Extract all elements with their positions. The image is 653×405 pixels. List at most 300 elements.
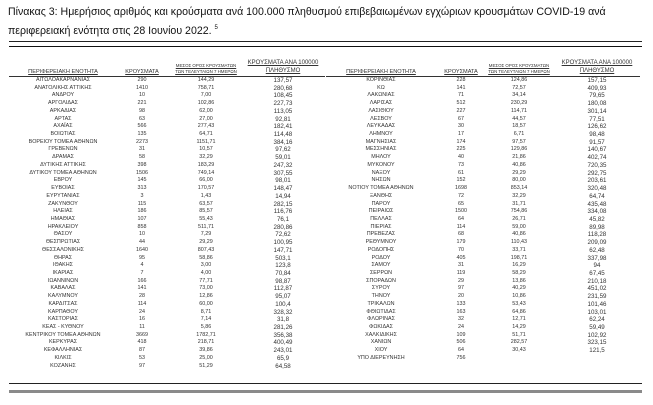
per100k-cell: 140,67	[587, 146, 607, 154]
table-row	[9, 170, 325, 178]
table-row	[9, 162, 325, 170]
region-cell: ΑΡΤΑΣ	[54, 115, 72, 122]
region-cell: ΦΩΚΙΔΑΣ	[369, 324, 393, 330]
region-cell: ΔΥΤΙΚΟΥ ΤΟΜΕΑ ΑΘΗΝΩΝ	[29, 169, 97, 176]
cases-cell: 64	[458, 347, 464, 354]
table-row	[9, 262, 325, 270]
region-cell: ΘΕΣΠΡΩΤΙΑΣ	[45, 239, 81, 246]
per100k-cell: 247,32	[273, 161, 293, 169]
avg7-cell: 114,71	[510, 107, 528, 114]
per100k-cell: 720,35	[587, 161, 607, 169]
cases-cell: 512	[456, 100, 466, 107]
table-row	[326, 332, 640, 340]
region-cell: ΚΟΡΙΝΘΙΑΣ	[366, 77, 396, 83]
region-cell: ΠΕΙΡΑΙΩΣ	[368, 208, 394, 215]
per100k-cell: 384,16	[273, 138, 293, 146]
per100k-cell: 65,9	[276, 354, 290, 362]
table-row	[326, 324, 640, 332]
table-row	[326, 162, 640, 170]
region-cell: ΚΟΖΑΝΗΣ	[50, 362, 76, 369]
table-row	[326, 255, 640, 263]
region-cell: ΠΕΛΛΑΣ	[370, 215, 392, 222]
region-cell: ΡΟΔΟΠΗΣ	[367, 246, 395, 253]
table-row	[9, 278, 325, 286]
avg7-cell: 230,29	[510, 100, 528, 107]
cases-cell: 3669	[136, 331, 148, 338]
avg7-cell: 807,43	[197, 246, 215, 253]
per100k-cell: 67,45	[589, 269, 605, 277]
cases-cell: 141	[456, 84, 466, 91]
cases-cell: 98	[139, 107, 145, 114]
region-cell: ΒΟΙΩΤΙΑΣ	[50, 131, 76, 138]
table-row	[326, 154, 640, 162]
region-cell: ΣΕΡΡΩΝ	[369, 269, 393, 276]
region-cell: ΛΑΚΩΝΙΑΣ	[367, 92, 395, 99]
table-row	[9, 270, 325, 278]
table-row	[326, 262, 640, 270]
cases-cell: 145	[137, 177, 147, 184]
table-row	[9, 193, 325, 201]
per100k-cell: 100,4	[275, 300, 291, 308]
cases-cell: 58	[139, 154, 145, 161]
avg7-cell: 7,00	[200, 92, 212, 99]
avg7-cell: 110,43	[510, 239, 528, 246]
region-cell: ΘΕΣΣΑΛΟΝΙΚΗΣ	[42, 246, 84, 253]
bottom-rule	[9, 383, 642, 384]
avg7-cell: 16,29	[512, 262, 526, 269]
header-avg7	[171, 63, 241, 75]
cases-cell: 756	[456, 354, 466, 361]
avg7-cell: 14,29	[512, 324, 526, 330]
per100k-cell: 137,57	[273, 77, 293, 84]
region-cell: ΚΑΒΑΛΑΣ	[50, 285, 76, 292]
avg7-cell: 31,71	[512, 200, 526, 207]
avg7-cell: 64,86	[512, 308, 526, 315]
avg7-cell: 129,86	[510, 146, 528, 153]
per100k-cell: 356,38	[273, 331, 293, 339]
per100k-cell: 282,15	[273, 200, 293, 208]
table-row	[9, 309, 325, 317]
cases-cell: 63	[139, 115, 145, 122]
cases-cell: 72	[458, 192, 464, 199]
per100k-cell: 64,58	[275, 362, 291, 370]
region-cell: ΘΑΣΟΥ	[53, 231, 73, 238]
avg7-cell: 29,29	[512, 169, 526, 176]
region-cell: ΣΑΜΟΥ	[371, 262, 391, 269]
per100k-cell: 98,01	[275, 177, 291, 185]
cases-cell: 227	[456, 107, 466, 114]
per100k-cell: 400,49	[273, 339, 293, 347]
table-row	[9, 154, 325, 162]
avg7-cell: 754,86	[510, 208, 528, 215]
region-cell: ΑΝΔΡΟΥ	[51, 92, 75, 99]
region-cell: ΖΑΚΥΝΘΟΥ	[48, 200, 78, 207]
per100k-cell: 59,01	[275, 154, 291, 162]
cases-cell: 398	[137, 161, 147, 168]
per100k-cell: 112,87	[273, 285, 293, 293]
per100k-cell: 103,01	[587, 308, 607, 316]
per100k-cell: 147,71	[273, 246, 293, 254]
region-cell: ΘΗΡΑΣ	[53, 254, 73, 261]
avg7-cell: 60,00	[199, 300, 213, 307]
cases-cell: 228	[456, 77, 466, 83]
region-cell: ΠΙΕΡΙΑΣ	[370, 223, 392, 230]
per100k-cell: 334,08	[587, 208, 607, 216]
cases-cell: 221	[137, 100, 147, 107]
avg7-cell: 51,71	[512, 331, 526, 338]
region-cell: ΝΗΣΩΝ	[371, 177, 391, 184]
table-row	[9, 100, 325, 108]
cases-cell: 11	[139, 324, 145, 330]
region-cell: ΚΕΦΑΛΛΗΝΙΑΣ	[43, 347, 83, 354]
region-cell: ΧΙΟΥ	[374, 347, 388, 354]
per100k-cell: 292,75	[587, 169, 607, 177]
region-cell: ΙΩΑΝΝΙΝΩΝ	[47, 277, 79, 284]
cases-cell: 109	[456, 331, 466, 338]
caption-text: Πίνακας 3: Ημερήσιος αριθμός και κρούσματα ανά 100.000 πληθυσμού επιβεβαιωμένων εγχώριων κρουσμάτων COVID-19 ανά περιφερειακή ενότητα στις 28 Ιουνίου 2022.	[8, 6, 606, 37]
per100k-cell: 102,92	[587, 331, 607, 339]
table-row	[326, 185, 640, 193]
table-row	[9, 185, 325, 193]
region-cell: ΔΥΤΙΚΗΣ ΑΤΤΙΚΗΣ	[40, 161, 86, 168]
per100k-cell: 98,87	[275, 277, 291, 285]
avg7-cell: 25,00	[199, 354, 213, 361]
header-per100k	[241, 59, 325, 75]
cases-cell: 44	[139, 239, 145, 246]
cases-cell: 225	[456, 146, 466, 153]
region-cell: ΗΡΑΚΛΕΙΟΥ	[47, 223, 79, 230]
region-cell: ΕΒΡΟΥ	[53, 177, 73, 184]
left-table-body	[9, 77, 325, 370]
table-row	[9, 201, 325, 209]
avg7-cell: 39,86	[199, 347, 213, 354]
region-cell: ΣΠΟΡΑΔΩΝ	[366, 277, 396, 284]
table-row	[9, 177, 325, 185]
cases-cell: 24	[458, 324, 464, 330]
avg7-cell: 62,00	[199, 107, 213, 114]
table-row	[326, 355, 640, 363]
cases-cell: 3	[140, 192, 144, 199]
table-row	[326, 193, 640, 201]
per100k-cell: 337,98	[587, 254, 607, 262]
region-cell: ΛΑΡΙΣΑΣ	[369, 100, 393, 107]
table-row	[326, 309, 640, 317]
cases-cell: 290	[137, 77, 147, 83]
table-row	[9, 92, 325, 100]
cases-cell: 4	[140, 262, 144, 269]
avg7-cell: 18,57	[512, 123, 526, 130]
avg7-cell: 58,29	[512, 269, 526, 276]
header-per100k-line2: ΠΛΗΘΥΣΜΟ	[579, 68, 615, 74]
per100k-cell: 203,61	[587, 177, 607, 185]
cases-cell: 1506	[136, 169, 148, 176]
cases-cell: 95	[139, 254, 145, 261]
per100k-cell: 91,57	[589, 138, 605, 146]
per100k-cell: 108,45	[273, 92, 293, 100]
region-cell: ΚΙΛΚΙΣ	[54, 354, 72, 361]
region-cell: ΑΡΓΟΛΙΔΑΣ	[48, 100, 78, 107]
cases-cell: 17	[458, 131, 464, 138]
table-row	[9, 224, 325, 232]
avg7-cell: 12,71	[512, 316, 526, 323]
cases-cell: 30	[458, 123, 464, 130]
region-cell: ΛΕΣΒΟΥ	[370, 115, 392, 122]
avg7-cell: 72,57	[512, 84, 526, 91]
table-row	[326, 77, 640, 85]
avg7-cell: 77,71	[199, 277, 213, 284]
cases-cell: 179	[456, 239, 466, 246]
region-cell: ΚΕΝΤΡΙΚΟΥ ΤΟΜΕΑ ΑΘΗΝΩΝ	[25, 331, 101, 338]
avg7-cell: 10,57	[199, 146, 213, 153]
per100k-cell: 114,48	[273, 131, 293, 139]
region-cell: ΚΑΡΔΙΤΣΑΣ	[48, 300, 78, 307]
table-row	[9, 108, 325, 116]
avg7-cell: 27,00	[199, 115, 213, 122]
table-row	[326, 85, 640, 93]
per100k-cell: 79,65	[589, 92, 605, 100]
avg7-cell: 7,14	[200, 316, 212, 323]
cases-cell: 119	[456, 269, 466, 276]
cases-cell: 87	[139, 347, 145, 354]
table-row	[326, 146, 640, 154]
per100k-cell: 92,81	[275, 115, 291, 123]
cases-cell: 16	[139, 316, 145, 323]
region-cell: ΧΑΛΚΙΔΙΚΗΣ	[365, 331, 397, 338]
per100k-cell: 148,47	[273, 185, 293, 193]
avg7-cell: 85,57	[199, 208, 213, 215]
per100k-cell: 118,28	[587, 231, 607, 239]
table-row	[326, 278, 640, 286]
per100k-cell: 100,95	[273, 239, 293, 247]
cases-cell: 152	[456, 177, 466, 184]
region-cell: ΑΝΑΤΟΛΙΚΗΣ ΑΤΤΙΚΗΣ	[34, 84, 92, 91]
cases-cell: 61	[458, 169, 464, 176]
table-row	[9, 347, 325, 355]
header-cases: ΚΡΟΥΣΜΑΤΑ	[125, 69, 159, 75]
avg7-cell: 8,71	[200, 308, 212, 315]
table-row	[9, 77, 325, 85]
cases-cell: 24	[139, 308, 145, 315]
region-cell: ΚΕΑΣ - ΚΥΘΝΟΥ	[42, 324, 84, 330]
table-row	[326, 139, 640, 147]
avg7-cell: 183,29	[197, 161, 215, 168]
cases-cell: 10	[139, 231, 145, 238]
avg7-cell: 63,57	[199, 200, 213, 207]
table-row	[9, 293, 325, 301]
avg7-cell: 144,29	[197, 77, 215, 83]
per100k-cell: 227,73	[273, 100, 293, 108]
table-row	[326, 293, 640, 301]
region-cell: ΕΥΡΥΤΑΝΙΑΣ	[46, 192, 80, 199]
table-row	[326, 239, 640, 247]
cases-cell: 10	[139, 92, 145, 99]
left-table-header	[9, 54, 325, 77]
table-row	[326, 208, 640, 216]
header-avg7-line2: ΤΩΝ ΤΕΛΕΥΤΑΙΩΝ 7 ΗΜΕΡΩΝ	[488, 69, 550, 74]
table-row	[326, 108, 640, 116]
top-rule-2	[9, 46, 642, 47]
avg7-cell: 32,29	[199, 154, 213, 161]
per100k-cell: 210,18	[587, 277, 607, 285]
region-cell: ΤΡΙΚΑΛΩΝ	[367, 300, 395, 307]
avg7-cell: 277,43	[197, 123, 215, 130]
per100k-cell: 101,46	[587, 300, 607, 308]
cases-cell: 405	[456, 254, 466, 261]
avg7-cell: 5,86	[200, 324, 212, 330]
footnote-marker: 5	[214, 25, 218, 31]
region-cell: ΚΑΛΥΜΝΟΥ	[48, 293, 78, 300]
region-cell: ΙΚΑΡΙΑΣ	[52, 269, 74, 276]
avg7-cell: 1,43	[200, 192, 212, 199]
avg7-cell: 198,71	[510, 254, 528, 261]
per100k-cell: 62,48	[589, 246, 605, 254]
per100k-cell: 402,74	[587, 154, 607, 162]
cases-cell: 29	[458, 277, 464, 284]
table-row	[326, 301, 640, 309]
table-row	[326, 92, 640, 100]
cases-cell: 32	[458, 316, 464, 323]
region-cell: ΜΥΚΟΝΟΥ	[367, 161, 395, 168]
cases-cell: 115	[137, 200, 147, 207]
region-cell: ΗΛΕΙΑΣ	[53, 208, 73, 215]
per100k-cell: 97,62	[275, 146, 291, 154]
per100k-cell: 157,15	[587, 77, 607, 84]
cases-cell: 107	[137, 215, 147, 222]
table-row	[9, 239, 325, 247]
header-per100k-line2: ΠΛΗΘΥΣΜΟ	[265, 68, 301, 74]
table-caption	[8, 4, 648, 39]
header-avg7-line1: ΜΕΣΟΣ ΟΡΟΣ ΚΡΟΥΣΜΑΤΩΝ	[175, 63, 237, 68]
region-cell: ΡΕΘΥΜΝΟΥ	[365, 239, 397, 246]
per100k-cell: 14,94	[275, 192, 291, 200]
table-row	[326, 339, 640, 347]
per100k-cell: 64,74	[589, 192, 605, 200]
avg7-cell: 1782,71	[196, 331, 216, 338]
table-row	[9, 131, 325, 139]
avg7-cell: 40,86	[512, 161, 526, 168]
per100k-cell: 62,24	[589, 316, 605, 324]
table-row	[326, 347, 640, 355]
cases-cell: 174	[456, 138, 466, 145]
cases-cell: 2273	[136, 138, 148, 145]
avg7-cell: 282,57	[510, 339, 528, 346]
table-row	[9, 208, 325, 216]
region-cell: ΜΑΓΝΗΣΙΑΣ	[365, 138, 397, 145]
region-cell: ΓΡΕΒΕΝΩΝ	[48, 146, 78, 153]
per100k-cell: 95,07	[275, 293, 291, 301]
region-cell: ΦΛΩΡΙΝΑΣ	[367, 316, 395, 323]
per100k-cell: 409,93	[587, 84, 607, 92]
cases-cell: 858	[137, 223, 147, 230]
avg7-cell: 55,43	[199, 215, 213, 222]
cases-cell: 53	[139, 354, 145, 361]
cases-cell: 28	[139, 293, 145, 300]
region-cell: ΚΑΡΠΑΘΟΥ	[48, 308, 78, 315]
per100k-cell: 281,26	[273, 324, 293, 331]
per100k-cell: 76,1	[276, 215, 290, 223]
table-row	[326, 201, 640, 209]
table-row	[9, 85, 325, 93]
cases-cell: 97	[139, 362, 145, 369]
per100k-cell: 301,14	[587, 107, 607, 115]
table-row	[9, 316, 325, 324]
table-row	[9, 247, 325, 255]
table-row	[326, 123, 640, 131]
avg7-cell: 3,00	[200, 262, 212, 269]
avg7-cell: 66,00	[199, 177, 213, 184]
cases-cell: 71	[458, 92, 464, 99]
table-row	[326, 216, 640, 224]
table-row	[326, 170, 640, 178]
cases-cell: 1500	[455, 208, 467, 215]
per100k-cell: 280,68	[273, 84, 293, 92]
per100k-cell: 231,59	[587, 293, 607, 301]
per100k-cell: 72,62	[275, 231, 291, 239]
header-per100k-line1: ΚΡΟΥΣΜΑΤΑ ΑΝΑ 100000	[561, 60, 633, 66]
region-cell: ΜΕΣΣΗΝΙΑΣ	[365, 146, 397, 153]
avg7-cell: 21,86	[512, 154, 526, 161]
table-row	[326, 177, 640, 185]
region-cell: ΚΩ	[377, 84, 385, 91]
avg7-cell: 30,43	[512, 347, 526, 354]
avg7-cell: 40,29	[512, 285, 526, 292]
cases-cell: 135	[137, 131, 147, 138]
table-row	[326, 270, 640, 278]
table-row	[9, 285, 325, 293]
cases-cell: 7	[140, 269, 144, 276]
table-row	[9, 231, 325, 239]
table-row	[326, 100, 640, 108]
avg7-cell: 34,14	[512, 92, 526, 99]
per100k-cell: 435,48	[587, 200, 607, 208]
per100k-cell: 320,48	[587, 185, 607, 193]
per100k-cell: 328,32	[273, 308, 293, 316]
header-cases: ΚΡΟΥΣΜΑΤΑ	[444, 69, 478, 75]
avg7-cell: 64,71	[199, 131, 213, 138]
cases-cell: 20	[458, 293, 464, 300]
per100k-cell: 180,08	[587, 100, 607, 108]
per100k-cell: 45,82	[589, 215, 605, 223]
per100k-cell: 451,02	[587, 285, 607, 293]
avg7-cell: 80,00	[512, 177, 526, 184]
cases-cell: 166	[137, 277, 147, 284]
region-cell: ΔΡΑΜΑΣ	[52, 154, 74, 161]
table-row	[9, 332, 325, 340]
table-row	[9, 339, 325, 347]
per100k-cell: 31,8	[276, 316, 290, 324]
region-cell: ΛΗΜΝΟΥ	[369, 131, 393, 138]
cases-cell: 133	[456, 300, 466, 307]
avg7-cell: 53,43	[512, 300, 526, 307]
table-row	[9, 216, 325, 224]
right-table	[326, 54, 640, 363]
per100k-cell: 70,84	[275, 269, 291, 277]
cases-cell: 70	[458, 246, 464, 253]
cases-cell: 1698	[455, 185, 467, 192]
table-row	[9, 324, 325, 332]
header-avg7	[484, 63, 554, 75]
avg7-cell: 4,00	[200, 269, 212, 276]
header-avg7-line1: ΜΕΣΟΣ ΟΡΟΣ ΚΡΟΥΣΜΑΤΩΝ	[488, 63, 550, 68]
avg7-cell: 102,86	[197, 100, 215, 107]
region-cell: ΞΑΝΘΗΣ	[369, 192, 393, 199]
avg7-cell: 97,57	[512, 138, 526, 145]
avg7-cell: 58,86	[199, 254, 213, 261]
table-row	[326, 131, 640, 139]
top-rule	[9, 41, 642, 42]
cases-cell: 40	[458, 154, 464, 161]
region-cell: ΝΟΤΙΟΥ ΤΟΜΕΑ ΑΘΗΝΩΝ	[348, 185, 414, 192]
